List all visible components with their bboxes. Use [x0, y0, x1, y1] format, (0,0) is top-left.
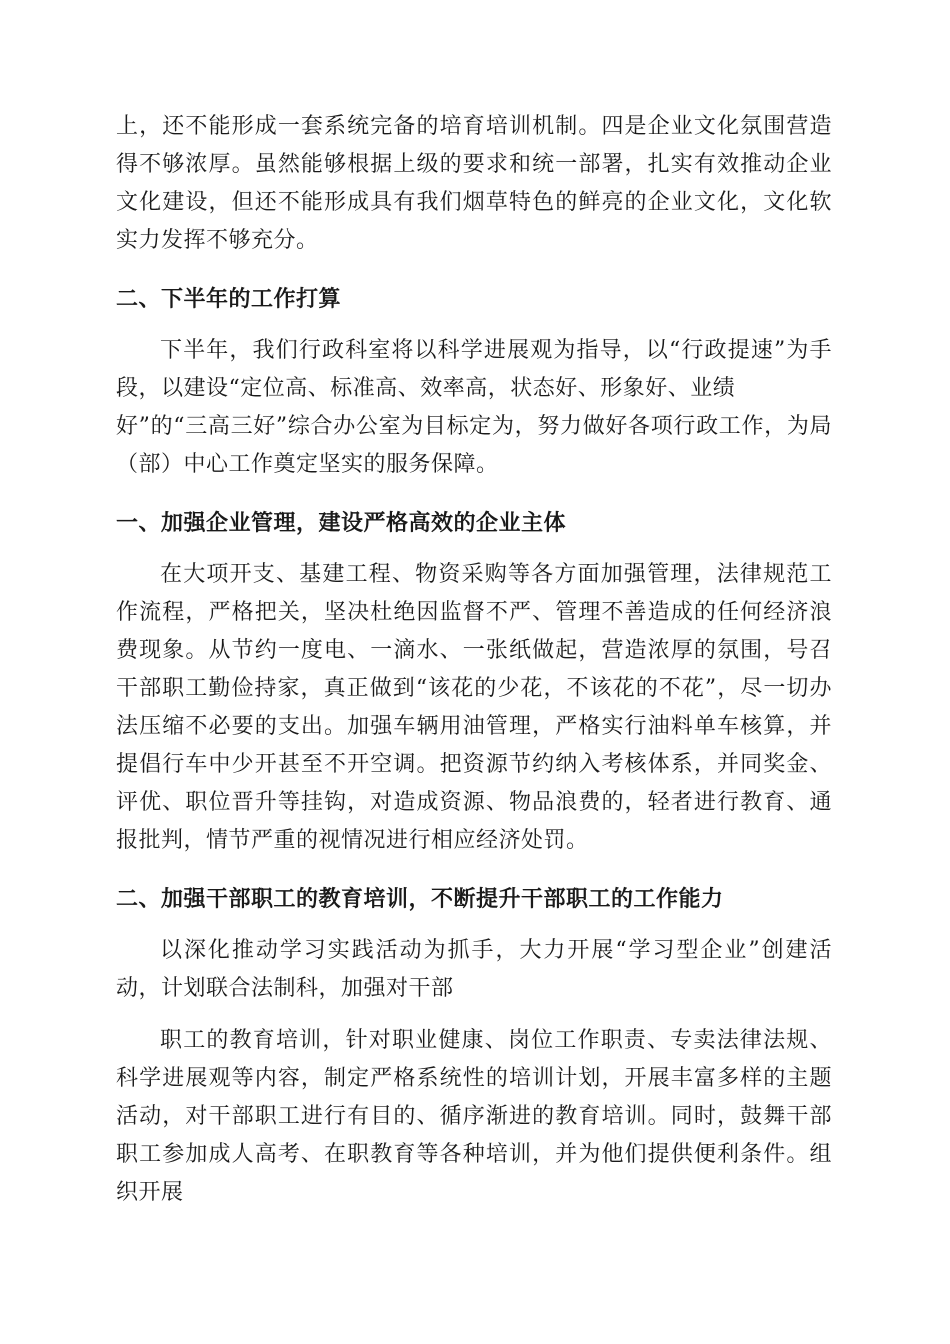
document-body	[116, 108, 832, 1212]
paragraph-plan-intro-a: 下半年，我们行政科室将以科学进展观为指导，以“行政提速”为手段，以建设“定位高、标准高、效率高，状态好、形象好、业绩	[116, 338, 832, 401]
paragraph-continuation: 上，还不能形成一套系统完备的培育培训机制。四是企业文化氛围营造得不够浓厚。虽然能够根据上级的要求和统一部署，扎实有效推动企业文化建设，但还不能形成具有我们烟草特色的鲜亮的企业文化，文化软实力发挥不够充分。	[116, 114, 832, 253]
section-heading-plan: 二、下半年的工作打算	[116, 286, 342, 312]
section-heading-management: 一、加强企业管理，建设严格高效的企业主体	[116, 510, 567, 536]
paragraph-plan-intro-b: 好”的“三高三好”综合办公室为目标定为，努力做好各项行政工作，为局（部）中心工作奠定坚实的服务保障。	[116, 414, 832, 477]
paragraph-training-a: 以深化推动学习实践活动为抓手，大力开展“学习型企业”创建活动，计划联合法制科，加强对干部	[116, 938, 832, 1001]
paragraph-training-b: 职工的教育培训，针对职业健康、岗位工作职责、专卖法律法规、科学进展观等内容，制定严格系统性的培训计划，开展丰富多样的主题活动，对干部职工进行有目的、循序渐进的教育培训。同时，鼓舞干部职工参加成人高考、在职教育等各种培训，并为他们提供便利条件。组织开展	[116, 1028, 832, 1205]
section-heading-training: 二、加强干部职工的教育培训，不断提升干部职工的工作能力	[116, 886, 724, 912]
paragraph-management: 在大项开支、基建工程、物资采购等各方面加强管理，法律规范工作流程，严格把关，坚决杜绝因监督不严、管理不善造成的任何经济浪费现象。从节约一度电、一滴水、一张纸做起，营造浓厚的氛围，号召干部职工勤俭持家，真正做到“该花的少花，不该花的不花”，尽一切办法压缩不必要的支出。加强车辆用油管理，严格实行油料单车核算，并提倡行车中少开甚至不开空调。把资源节约纳入考核体系，并同奖金、评优、职位晋升等挂钩，对造成资源、物品浪费的，轻者进行教育、通报批判，情节严重的视情况进行相应经济处罚。	[116, 562, 832, 853]
